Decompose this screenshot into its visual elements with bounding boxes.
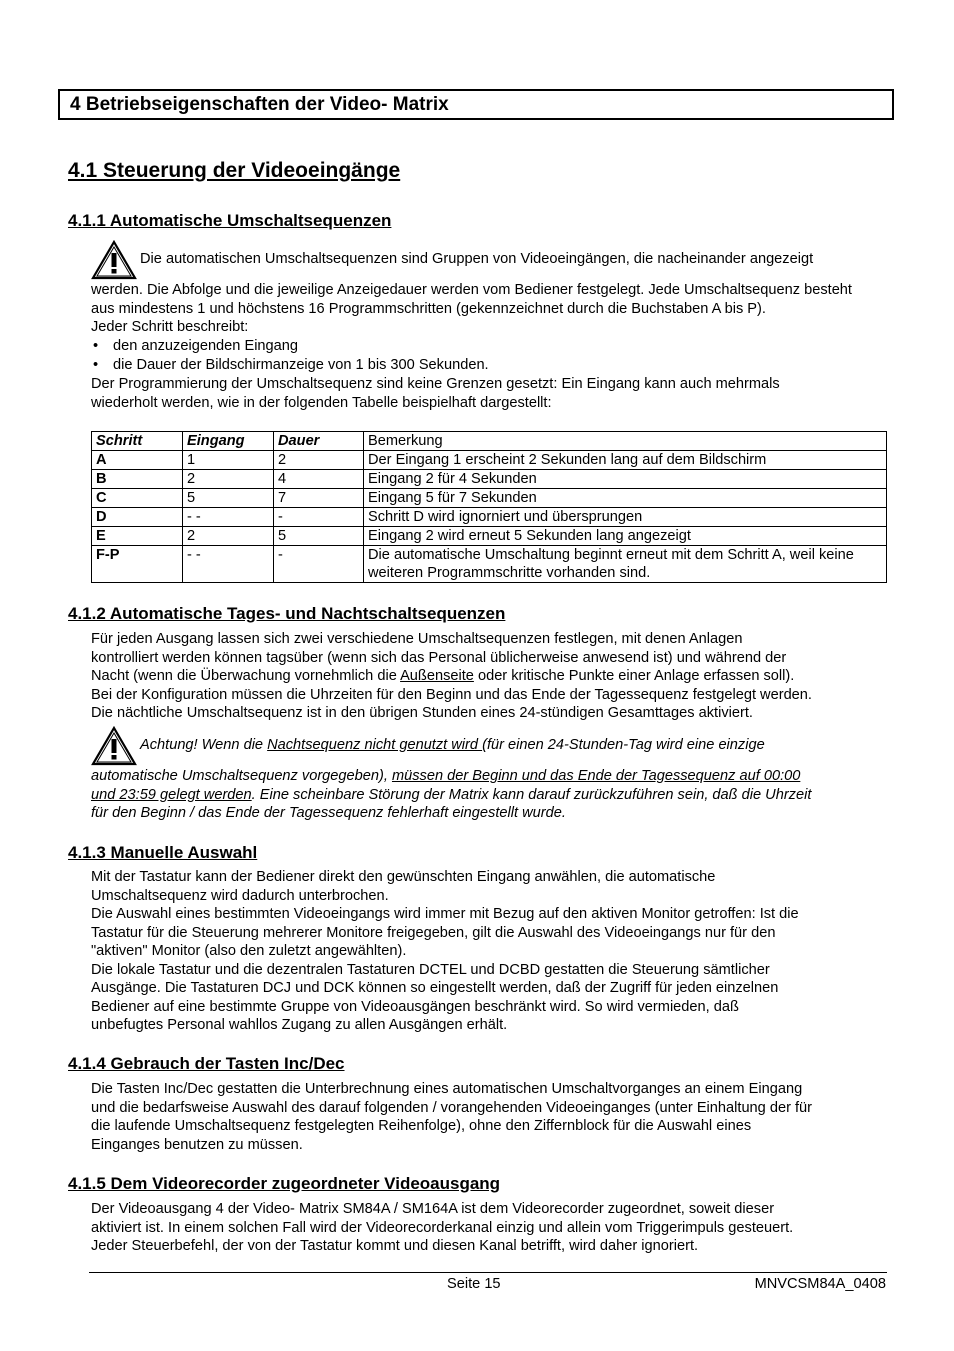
chapter-heading-box — [58, 89, 894, 120]
text-line: Jeder Steuerbefehl, der von der Tastatur kommt und diesen Kanal betrifft, wird daher ignoriert. — [91, 1238, 699, 1254]
subsection-title-411: 4.1.1 Automatische Umschaltsequenzen — [68, 211, 392, 230]
text-line: Jeder Schritt beschreibt: — [91, 319, 249, 335]
header-cell: Schritt — [92, 432, 183, 451]
header-cell: Bemerkung — [364, 432, 887, 451]
table-cell: 2 — [274, 451, 364, 470]
subsection-title-415: 4.1.5 Dem Videorecorder zugeordneter Videoausgang — [68, 1174, 501, 1193]
text-line: Bei der Konfiguration müssen die Uhrzeiten für den Beginn und das Ende der Tagessequenz festgelegt werden. — [91, 686, 812, 703]
warning-note-412-body — [91, 767, 891, 823]
warning-icon — [91, 726, 137, 766]
table-cell: 1 — [183, 451, 274, 470]
underlined-text: Außenseite — [400, 668, 474, 684]
text-line: Die Tasten Inc/Dec gestatten die Unterbrechnung eines automatischen Umschaltvorganges an einem Eingang — [91, 1081, 803, 1097]
table-row — [92, 451, 887, 470]
text-line: Mit der Tastatur kann der Bediener direkt den gewünschten Eingang anwählen, die automatische — [91, 869, 716, 885]
table-cell: A — [92, 451, 183, 470]
text-line: für den Beginn / das Ende der Tagessequenz fehlerhaft eingestellt wurde. — [91, 805, 566, 821]
table-row — [92, 508, 887, 527]
text-line: Die lokale Tastatur und die dezentralen Tastaturen DCTEL und DCBD gestatten die Steuerung sämtlicher — [91, 961, 770, 978]
paragraph-413 — [91, 868, 891, 1035]
paragraph-412 — [91, 630, 891, 723]
text-line — [91, 786, 891, 805]
table-cell: C — [92, 489, 183, 508]
table-cell: Eingang 2 für 4 Sekunden — [364, 470, 887, 489]
table-cell: 5 — [274, 527, 364, 546]
text-line: aktiviert ist. In einem solchen Fall wird der Videorecorderkanal einzig und allein vom Triggerimpuls gesteuert. — [91, 1219, 794, 1236]
text-line: Tastatur für die Steuerung mehrerer Monitore freigegeben, gilt die Auswahl des Videoeingangs nur für den — [91, 924, 776, 941]
subsection-title-414: 4.1.4 Gebrauch der Tasten Inc/Dec — [68, 1054, 345, 1073]
table-cell: - - — [183, 546, 274, 583]
text-line: Der Videoausgang 4 der Video- Matrix SM84A / SM164A ist dem Videorecorder zugeordnet, soweit dieser — [91, 1201, 775, 1217]
text-line: Ausgänge. Die Tastaturen DCJ und DCK können so eingestellt werden, daß der Zugriff für jeden einzelnen — [91, 980, 779, 996]
table-cell: Eingang 5 für 7 Sekunden — [364, 489, 887, 508]
table-row — [92, 546, 887, 583]
page-number: Seite 15 — [447, 1276, 501, 1292]
chapter-title: 4 Betriebseigenschaften der Video- Matrix — [70, 94, 449, 115]
paragraph-411-body — [91, 281, 891, 337]
table-cell: Der Eingang 1 erscheint 2 Sekunden lang auf dem Bildschirm — [364, 451, 887, 470]
table-cell: 2 — [183, 470, 274, 489]
list-item: • den anzuzeigenden Eingang — [91, 337, 489, 356]
table-row — [92, 527, 887, 546]
section-title: 4.1 Steuerung der Videoeingänge — [68, 159, 401, 182]
warning-icon — [91, 240, 137, 280]
underlined-text: und 23:59 gelegt werden — [91, 786, 252, 803]
table-cell: Eingang 2 wird erneut 5 Sekunden lang angezeigt — [364, 527, 887, 546]
list-item: • die Dauer der Bildschirmanzeige von 1 bis 300 Sekunden. — [91, 356, 489, 375]
underlined-text: müssen der Beginn und das Ende der Tagessequenz auf 00:00 — [391, 768, 801, 784]
text-line: wiederholt werden, wie in der folgenden Tabelle beispielhaft dargestellt: — [91, 394, 552, 411]
text-line: Der Programmierung der Umschaltsequenz sind keine Grenzen gesetzt: Ein Eingang kann auch mehrmals — [91, 376, 780, 392]
underlined-text: Nachtsequenz nicht genutzt wird — [267, 737, 483, 753]
table-cell: Die automatische Umschaltung beginnt erneut mit dem Schritt A, weil keine weiteren Programmschritte vorhanden sind. — [364, 546, 887, 583]
text-line: die laufende Umschaltsequenz festgelegten Reihenfolge), ohne den Ziffernblock für die Auswahl eines — [91, 1118, 752, 1134]
text-line: Umschaltsequenz wird dadurch unterbrochen. — [91, 887, 389, 904]
text-line — [91, 667, 891, 686]
text-line: Einganges benutzen zu müssen. — [91, 1136, 303, 1153]
text-span: . Eine scheinbare Störung der Matrix kann darauf zurückzuführen sein, daß die Uhrzeit — [251, 786, 812, 803]
footer-divider — [89, 1272, 887, 1273]
table-header-row — [92, 432, 887, 451]
table-cell: D — [92, 508, 183, 527]
text-line: "aktiven" Monitor (also den zuletzt angewählten). — [91, 943, 407, 959]
text-span: automatische Umschaltsequenz vorgegeben), — [91, 768, 392, 784]
intro-line-1: Die automatischen Umschaltsequenzen sind Gruppen von Videoeingängen, die nacheinander angezeigt — [140, 251, 814, 267]
text-line: Die Auswahl eines bestimmten Videoeingangs wird immer mit Bezug auf den aktiven Monitor getroffen: Ist die — [91, 906, 799, 922]
table-cell: Schritt D wird ignorniert und übersprungen — [364, 508, 887, 527]
text-span: oder kritische Punkte einer Anlage erfassen soll). — [473, 668, 795, 684]
paragraph-411-after — [91, 375, 891, 412]
table-cell: - — [274, 546, 364, 583]
table-row — [92, 489, 887, 508]
text-line: Bediener auf eine bestimmte Gruppe von Videoausgängen beschränkt wird. So wird vermieden, daß — [91, 998, 739, 1015]
table-cell: 5 — [183, 489, 274, 508]
header-cell: Eingang — [183, 432, 274, 451]
table-row — [92, 470, 887, 489]
table-cell: F-P — [92, 546, 183, 583]
header-cell: Dauer — [274, 432, 364, 451]
text-line: und die bedarfsweise Auswahl des darauf folgenden / vorangehenden Videoeinganges (unter Einhaltung der für — [91, 1099, 813, 1116]
text-line: Die nächtliche Umschaltsequenz ist in den übrigen Stunden eines 24-stündigen Gesamttages aktiviert. — [91, 705, 753, 721]
table-cell: 2 — [183, 527, 274, 546]
text-line: kontrolliert werden können tagsüber (wenn sich das Personal üblicherweise anwesend ist) und während der — [91, 649, 787, 666]
table-cell: 7 — [274, 489, 364, 508]
text-line: werden. Die Abfolge und die jeweilige Anzeigedauer werden vom Bediener festgelegt. Jede Umschaltsequenz besteht — [91, 282, 852, 298]
text-line: aus mindestens 1 und höchstens 16 Programmschritten (gekennzeichnet durch die Buchstaben A bis P). — [91, 300, 766, 317]
warning-note-412 — [91, 724, 891, 766]
paragraph-411-intro — [91, 238, 891, 280]
sequence-table — [91, 431, 887, 583]
subsection-title-413: 4.1.3 Manuelle Auswahl — [68, 843, 258, 862]
text-line — [91, 767, 891, 786]
text-line: Für jeden Ausgang lassen sich zwei verschiedene Umschaltsequenzen festlegen, mit denen Anlagen — [91, 631, 743, 647]
text-line: unbefugtes Personal wahllos Zugang zu allen Ausgängen erhält. — [91, 1017, 508, 1033]
text-span: Achtung! Wenn die — [140, 737, 268, 753]
table-cell: 4 — [274, 470, 364, 489]
table-cell: E — [92, 527, 183, 546]
subsection-title-412: 4.1.2 Automatische Tages- und Nachtschaltsequenzen — [68, 604, 506, 623]
paragraph-415 — [91, 1200, 891, 1256]
table-cell: B — [92, 470, 183, 489]
text-span: Nacht (wenn die Überwachung vornehmlich die — [91, 668, 401, 684]
bullet-list — [91, 337, 489, 375]
paragraph-414 — [91, 1080, 891, 1154]
document-id: MNVCSM84A_0408 — [754, 1276, 886, 1292]
table-cell: - - — [183, 508, 274, 527]
text-span: (für einen 24-Stunden-Tag wird eine einzige — [482, 737, 765, 753]
table-cell: - — [274, 508, 364, 527]
